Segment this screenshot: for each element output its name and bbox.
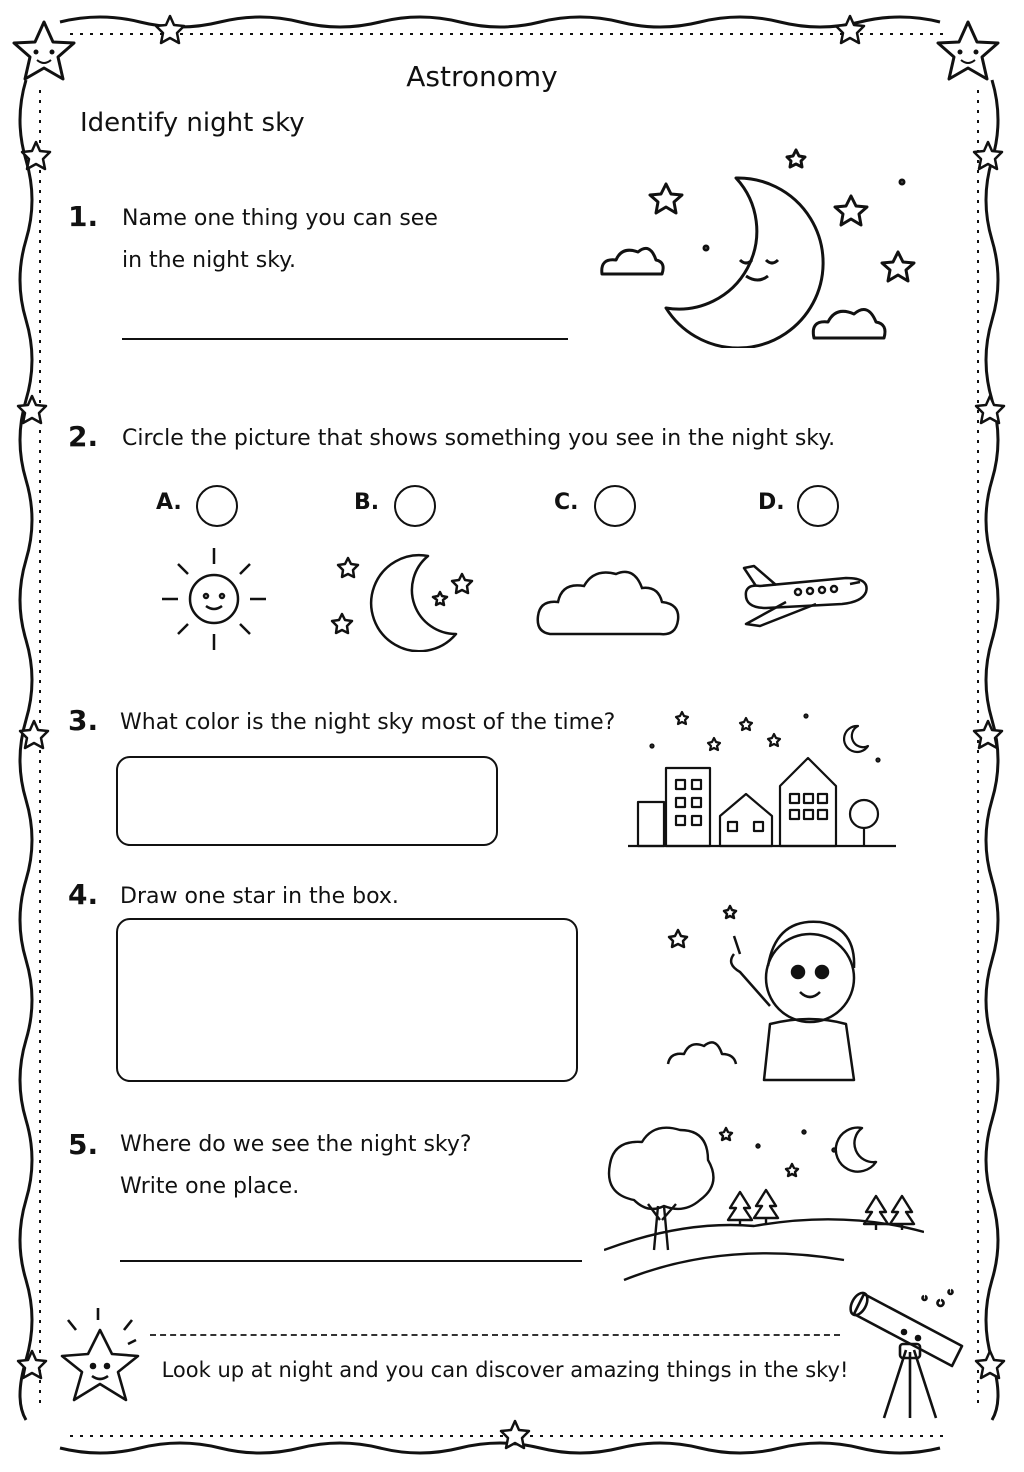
sun-icon[interactable]	[156, 544, 276, 654]
worksheet-subtitle: Identify night sky	[80, 108, 305, 138]
question-1-answer-line[interactable]	[122, 338, 568, 340]
question-5-line-1: Where do we see the night sky?	[120, 1132, 472, 1157]
option-a-circle[interactable]	[196, 485, 238, 527]
question-1-line-2: in the night sky.	[122, 248, 297, 273]
question-2-text: Circle the picture that shows something you see in the night sky.	[122, 426, 836, 451]
question-4-number: 4.	[68, 878, 99, 911]
option-c-label: C.	[554, 490, 579, 515]
night-city-illustration	[628, 706, 898, 848]
question-5-text	[120, 1124, 472, 1208]
question-3-number: 3.	[68, 704, 99, 737]
question-1-line-1: Name one thing you can see	[122, 206, 438, 231]
telescope-icon	[840, 1286, 970, 1422]
footer-dashed-divider	[150, 1334, 840, 1336]
question-5-number: 5.	[68, 1128, 99, 1161]
night-landscape-illustration	[604, 1120, 924, 1282]
question-2-number: 2.	[68, 420, 99, 453]
airplane-icon[interactable]	[736, 558, 874, 634]
option-b-circle[interactable]	[394, 485, 436, 527]
option-d-label: D.	[758, 490, 785, 515]
option-b-label: B.	[354, 490, 380, 515]
child-pointing-illustration	[660, 894, 890, 1084]
question-1-text	[122, 198, 438, 282]
question-3-answer-box[interactable]	[116, 756, 498, 846]
question-1-number: 1.	[68, 200, 99, 233]
option-d-circle[interactable]	[797, 485, 839, 527]
moon-and-stars-icon[interactable]	[328, 548, 478, 652]
question-4-text: Draw one star in the box.	[120, 884, 399, 909]
cloud-icon[interactable]	[534, 564, 682, 640]
footer-message: Look up at night and you can discover amazing things in the sky!	[161, 1358, 849, 1382]
question-5-line-2: Write one place.	[120, 1174, 300, 1199]
question-4-drawing-box[interactable]	[116, 918, 578, 1082]
question-5-answer-line[interactable]	[120, 1260, 582, 1262]
option-c-circle[interactable]	[594, 485, 636, 527]
moon-stars-clouds-illustration	[596, 148, 926, 348]
option-a-label: A.	[156, 490, 182, 515]
question-3-text: What color is the night sky most of the time?	[120, 710, 616, 735]
worksheet-title: Astronomy	[406, 60, 558, 93]
